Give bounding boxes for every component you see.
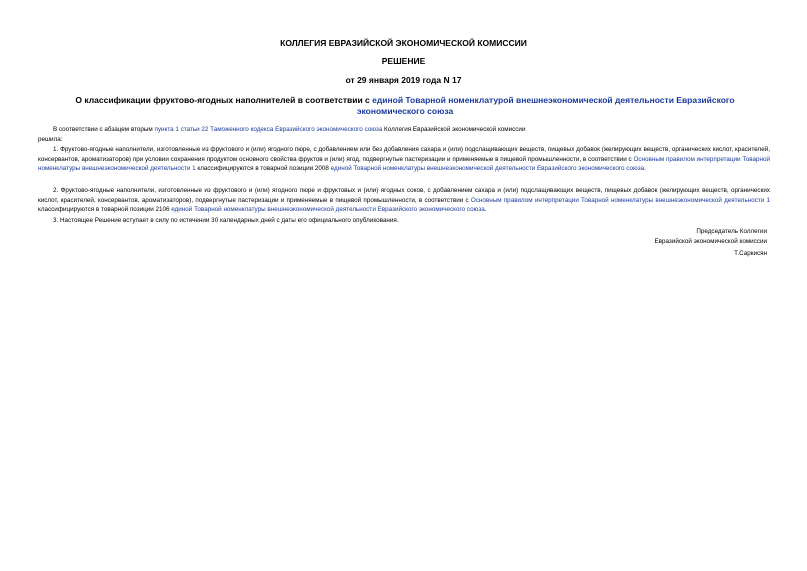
document-date-number: от 29 января 2019 года N 17 — [345, 75, 462, 85]
signature-name: Т.Саркисян — [734, 250, 767, 257]
clause-1-rule-link[interactable]: Основным правилом интерпретации Товарной номенклатуры внешнеэкономической деятельности 1 — [38, 155, 770, 173]
clause-2-tn-ved-link[interactable]: единой Товарной номенклатуры внешнеэкономической деятельности Евразийского экономического союза — [171, 206, 485, 214]
clause-1 — [38, 145, 770, 174]
clause-1-mid: классифицируются в товарной позиции 2008 — [195, 165, 331, 173]
clause-2-text: 2. Фруктово-ягодные наполнители, изготовленные из фруктового и (или) ягодного пюре и фруктовых и (или) ягодных соков, с добавлением сахара и (или) подслащивающих веществ, пищевых добавок (желирующих веществ, органических кислот, красителей, консервантов, ароматизаторов), подвергнутые пастеризации и применяемые в пищевой промышленности, в соответствии с — [38, 187, 770, 204]
issuing-body-title: КОЛЛЕГИЯ ЕВРАЗИЙСКОЙ ЭКОНОМИЧЕСКОЙ КОМИССИИ — [280, 38, 527, 48]
document-type-title: РЕШЕНИЕ — [381, 56, 426, 66]
subject-prefix: О классификации фруктово-ягодных наполнителей в соответствии с — [75, 95, 373, 105]
signature-organization: Евразийской экономической комиссии — [654, 238, 767, 245]
subject-link-tn-ved[interactable]: единой Товарной номенклатурой внешнеэкономической деятельности Евразийского экономического союза — [356, 95, 735, 116]
preamble-suffix: Коллегия Евразийской экономической комиссии — [382, 126, 526, 133]
clause-2 — [38, 186, 770, 215]
signature-position: Председатель Коллегии — [696, 228, 767, 235]
clause-1-end: . — [644, 165, 646, 173]
document-subject — [60, 95, 750, 117]
clause-2-end: . — [484, 206, 487, 214]
resolved-word: решила: — [38, 136, 63, 143]
clause-1-text: 1. Фруктово-ягодные наполнители, изготовленные из фруктового и (или) ягодного пюре, с добавлением или без добавления сахара и (или) подслащивающих веществ, пищевых добавок (желирующих веществ, органических кислот, красителей, консервантов, ароматизаторов) при условии сохранения продуктом основного свойства фруктов и (или) ягод, подвергнутые пастеризации и применяемые в пищевой промышленности, в соответствии с — [38, 146, 770, 163]
customs-code-link[interactable]: пункта 1 статьи 22 Таможенного кодекса Евразийского экономического союза — [154, 126, 383, 133]
preamble-paragraph — [38, 125, 770, 135]
clause-2-rule-link[interactable]: Основным правилом интерпретации Товарной номенклатуры внешнеэкономической деятельности 1 — [470, 196, 770, 204]
clause-2-mid: классифицируются в товарной позиции 2106 — [38, 206, 172, 214]
clause-3: 3. Настоящее Решение вступает в силу по истечении 30 календарных дней с даты его официального опубликования. — [53, 217, 399, 224]
clause-1-tn-ved-link[interactable]: единой Товарной номенклатуры внешнеэкономической деятельности Евразийского экономического союза — [330, 165, 645, 173]
preamble-prefix: В соответствии с абзацем вторым — [53, 126, 155, 133]
